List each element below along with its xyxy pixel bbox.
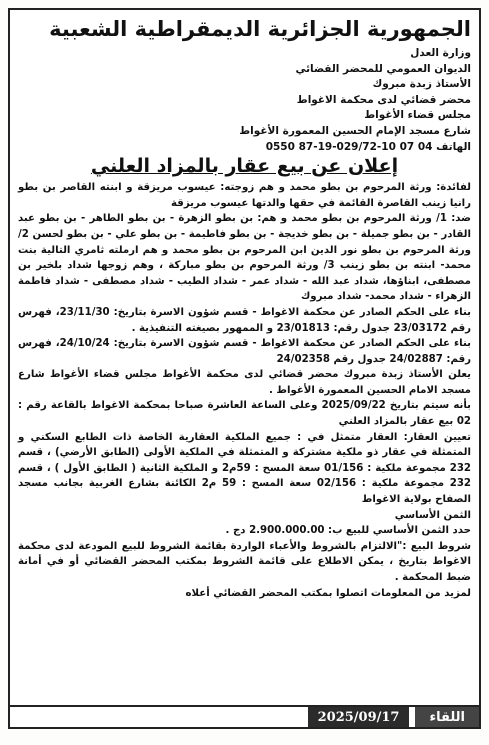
republic-title: الجمهورية الجزائرية الديمقراطية الشعبية [49, 17, 471, 41]
base-price-paragraph: حدد الثمن الأساسي للبيع ب: 2.900.000.00 دج . [225, 525, 471, 537]
base-price-heading: الثمن الأساسي [394, 509, 471, 521]
defendants-paragraph: ضد: 1/ ورثة المرحوم بن بطو محمد و هم: بن بطو الزهرة - بن بطو الطاهر - بن بطو عبد القادر - بن بطو جميلة - بن بطو خديجة - بن بطو فاطيمة - بن بطو علي - بن بطو لحسن 2/ ورثة المرحوم بن بطو نور الدين ابن المرحوم بن بطو محمد و هم ارملته ثامري التالية بنت محمد- ابنته بن بطو زينب 3/ ورثة المرحوم بن بطو مباركة ، وهم زوجها شداد بلخير بن مصطفى، ابناؤها، شداد عبد الله - شداد عمر - شداد الطيب - شداد مصطفى - شداد فاطمة الزهراء - شداد محمد- شداد مبروك [18, 213, 471, 303]
contact-paragraph: لمزيد من المعلومات اتصلوا بمكتب المحضر القضائي أعلاه [185, 587, 471, 599]
legal-notice [8, 8, 481, 729]
bailiff-info [18, 46, 471, 155]
address-line: شارع مسجد الإمام الحسين المعمورة الأغواط [239, 124, 471, 137]
publication-date: 2025/09/17 [308, 707, 410, 727]
announcement-title: إعلان عن بيع عقار بالمزاد العلني [90, 155, 399, 178]
council-line: مجلس قضاء الأغواط [364, 109, 471, 122]
judgment-paragraph-2: بناء على الحكم الصادر عن محكمة الاغواط - قسم شؤون الاسرة بتاريخ: 24/10/24، فهرس رقم: 24/02887 جدول رقم 24/02358 [18, 338, 471, 365]
notice-body [18, 180, 471, 601]
bailiff-announcement-paragraph: يعلن الأستاذ زبدة مبروك محضر قضائي لدى محكمة الأغواط مجلس قضاء الأغواط شارع مسجد الامام الحسين المعمورة الأغواط . [18, 369, 471, 396]
sale-conditions-paragraph: شروط البيع :"الالتزام بالشروط والأعباء الواردة بقائمة الشروط للبيع المودعة لدى محكمة الاغواط بتاريخ ، يمكن الاطلاع على قائمة الشروط بمكتب المحضر القضائي أو في أمانة ضبط المحكمة . [18, 540, 471, 583]
footer-spacer [10, 707, 308, 727]
newspaper-name: اللقاء [415, 707, 479, 727]
phone-line: الهاتف 04 07 10-029/72-19-87 0550 [265, 140, 471, 153]
judgment-paragraph-1: بناء على الحكم الصادر عن محكمة الاغواط - قسم شؤون الاسرة بتاريخ: 23/11/30، فهرس رقم 23/03172 جدول رقم: 23/01813 و الممهور بصيغته التنفيذية . [18, 306, 471, 334]
beneficiary-paragraph: لفائدة: ورثة المرحوم بن بطو محمد و هم زوجته: عيسوب مريزقة و ابنته القاصر بن بطو رانيا زينب القاصرة القائمة في حقها والدتها عيسوب مريزقة [18, 182, 471, 209]
bailiff-court: محضر قضائي لدى محكمة الاغواط [296, 93, 471, 106]
office-line: الديوان العمومي للمحضر القضائي [295, 62, 471, 75]
property-description-paragraph: تعيين العقار: العقار متمثل في : جميع الملكية العقارية الخاصة ذات الطابع السكني و المتمثلة في عقار ذو ملكية مشتركة و المتمثلة في الملكية الأولى (الطابق الأرضي) ، قسم 232 مجموعة ملكية : 01/156 سعة المسح : 59م2 و الملكية الثانية ( الطابق الأول ) ، قسم 232 مجموعة ملكية : 02/156 سعة المسح : 59 م2 الكائنة بشارع الغربية بجانب مسجد الصفاح بولاية الاغواط [18, 431, 471, 506]
sale-date-paragraph: بأنه سيتم بتاريخ 2025/09/22 وعلى الساعة العاشرة صباحا بمحكمة الاغواط بالقاعة رقم : 02 بيع عقار بالمزاد العلني [18, 400, 471, 428]
footer-bar [10, 705, 479, 727]
bailiff-name: الأستاذ زبدة مبروك [372, 78, 471, 91]
ministry-line: وزارة العدل [410, 47, 471, 59]
